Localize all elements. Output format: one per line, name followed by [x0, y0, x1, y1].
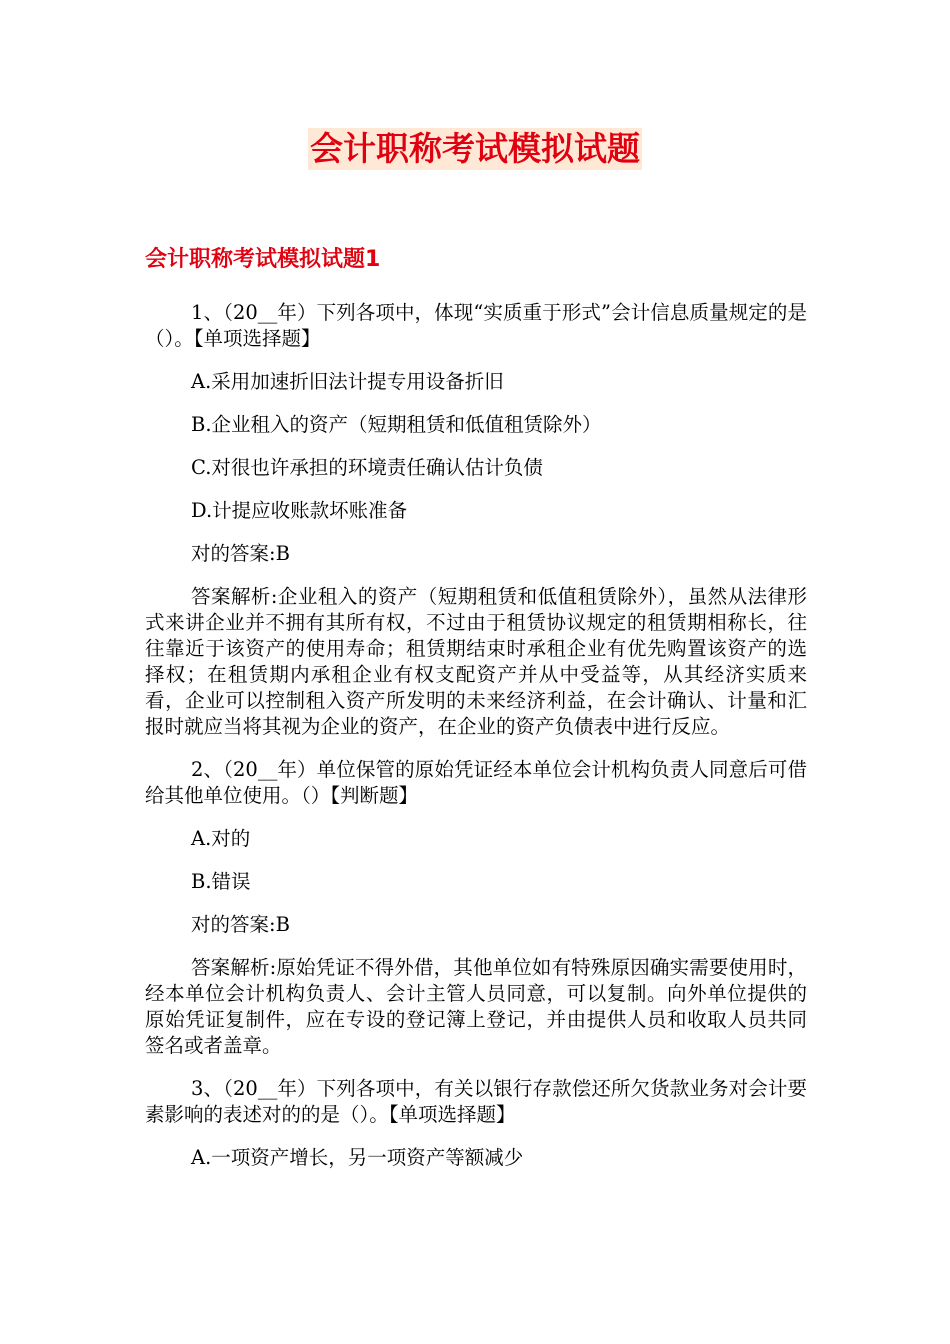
question-3-stem: 3、（20__年）下列各项中，有关以银行存款偿还所欠货款业务对会计要素影响的表述对的的是（）。【单项选择题】 — [145, 1077, 807, 1126]
question-1-stem: 1、（20__年）下列各项中，体现“实质重于形式”会计信息质量规定的是（）。【单项选择题】 — [145, 301, 807, 350]
document-title: 会计职称考试模拟试题 — [310, 129, 640, 168]
question-3-option-a: A.一项资产增长，另一项资产等额减少 — [191, 1146, 524, 1169]
question-2-stem: 2、（20__年）单位保管的原始凭证经本单位会计机构负责人同意后可借给其他单位使用。（）【判断题】 — [145, 758, 807, 807]
question-1-option-b: B.企业租入的资产（短期租赁和低值租赁除外） — [191, 413, 602, 436]
question-2-explanation: 答案解析:原始凭证不得外借，其他单位如有特殊原因确实需要使用时，经本单位会计机构负责人、会计主管人员同意，可以复制。向外单位提供的原始凭证复制件，应在专设的登记簿上登记，并由提供人员和收取人员共同签名或者盖章。 — [145, 956, 807, 1057]
question-2-option-a: A.对的 — [191, 827, 251, 850]
question-1-option-c: C.对很也许承担的环境责任确认估计负债 — [191, 456, 543, 479]
question-1-explanation: 答案解析:企业租入的资产（短期租赁和低值租赁除外），虽然从法律形式来讲企业并不拥有其所有权，不过由于租赁协议规定的租赁期相称长，往往靠近于该资产的使用寿命；租赁期结束时承租企业有优先购置该资产的选择权；在租赁期内承租企业有权支配资产并从中受益等，从其经济实质来看，企业可以控制租入资产所发明的未来经济利益，在会计确认、计量和汇报时就应当将其视为企业的资产，在企业的资产负债表中进行反应。 — [145, 585, 807, 738]
question-2-answer: 对的答案:B — [191, 913, 290, 936]
title-container — [0, 128, 950, 170]
section-heading: 会计职称考试模拟试题1 — [145, 247, 381, 272]
document-body — [145, 300, 807, 1188]
question-1-option-d: D.计提应收账款坏账准备 — [191, 499, 408, 522]
question-1-answer: 对的答案:B — [191, 542, 290, 565]
question-2-option-b: B.错误 — [191, 870, 251, 893]
question-1-option-a: A.采用加速折旧法计提专用设备折旧 — [191, 370, 504, 393]
